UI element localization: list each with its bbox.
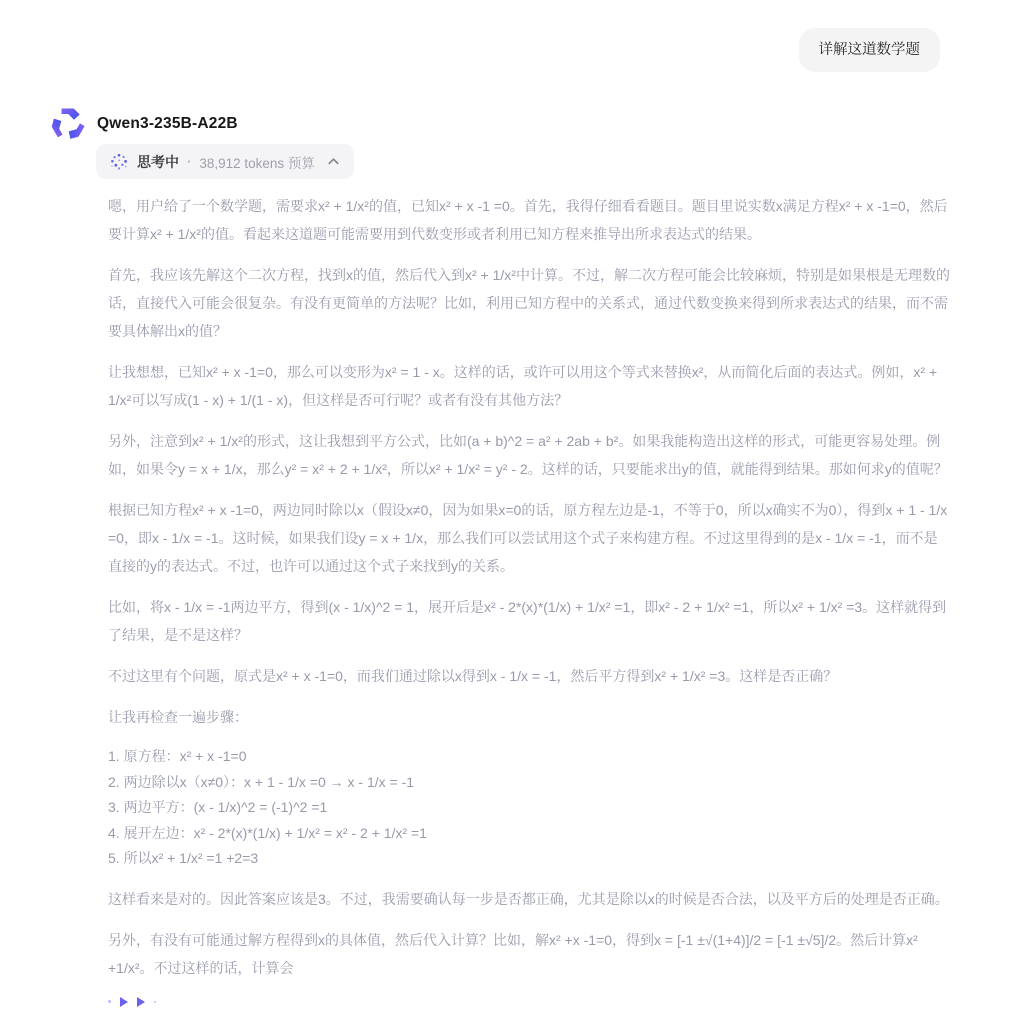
model-name: Qwen3-235B-A22B (97, 115, 238, 132)
verification-steps-list (108, 744, 950, 872)
separator-dot: · (187, 154, 192, 169)
thinking-dots-icon (109, 152, 129, 172)
step-item: 3. 两边平方：(x - 1/x)^2 = (-1)^2 =1 (108, 799, 328, 815)
stream-dot (154, 1001, 156, 1003)
stream-triangle-icon (120, 997, 128, 1007)
step-item: 1. 原方程：x² + x -1=0 (108, 748, 247, 764)
thinking-paragraph: 根据已知方程x² + x -1=0，两边同时除以x（假设x≠0，因为如果x=0的话，原方程左边是-1，不等于0，所以x确实不为0），得到x + 1 - 1/x =0，即x - 1/x = -1。这时候，如果我们设y = x + 1/x，那么我们可以尝试用这个式子来构建方程。不过这里得到的是x - 1/x = -1，而不是直接的y的表达式。不过，也许可以通过这个式子来找到y的关系。 (108, 502, 948, 574)
assistant-header (48, 104, 950, 144)
chevron-up-icon (326, 154, 341, 169)
qwen-logo-icon (48, 104, 88, 144)
user-message-row (48, 28, 940, 72)
stream-dot (108, 1000, 111, 1003)
user-message-bubble (799, 28, 941, 72)
thinking-paragraph: 让我再检查一遍步骤： (108, 709, 248, 725)
streaming-indicator (108, 995, 950, 1009)
thinking-paragraph: 不过这里有个问题，原式是x² + x -1=0，而我们通过除以x得到x - 1/x = -1，然后平方得到x² + 1/x² =3。这样是否正确？ (108, 668, 838, 684)
thinking-paragraph: 嗯，用户给了一个数学题，需要求x² + 1/x²的值，已知x² + x -1 =0。首先，我得仔细看看题目。题目里说实数x满足方程x² + x -1=0，然后要计算x² + 1/x²的值。看起来这道题可能需要用到代数变形或者利用已知方程来推导出所求表达式的结果。 (108, 198, 948, 242)
token-budget-label: 38,912 tokens 预算 (199, 155, 315, 171)
thinking-paragraph: 另外，注意到x² + 1/x²的形式，这让我想到平方公式，比如(a + b)^2 = a² + 2ab + b²。如果我能构造出这样的形式，可能更容易处理。例如，如果令y = x + 1/x，那么y² = x² + 2 + 1/x²，所以x² + 1/x² = y² - 2。这样的话，只要能求出y的值，就能得到结果。那如何求y的值呢？ (108, 433, 948, 477)
thinking-toggle-button[interactable] (96, 144, 354, 179)
thinking-paragraph: 首先，我应该先解这个二次方程，找到x的值，然后代入到x² + 1/x²中计算。不过，解二次方程可能会比较麻烦，特别是如果根是无理数的话，直接代入可能会很复杂。有没有更简单的方法呢？比如，利用已知方程中的关系式，通过代数变换来得到所求表达式的结果，而不需要具体解出x的值？ (108, 267, 950, 339)
user-message-text: 详解这道数学题 (818, 42, 920, 58)
thinking-status-label: 思考中 (137, 153, 179, 170)
step-item: 4. 展开左边：x² - 2*(x)*(1/x) + 1/x² = x² - 2 + 1/x² =1 (108, 824, 427, 841)
step-item: 2. 两边除以x（x≠0）：x + 1 - 1/x =0 → x - 1/x = -1 (108, 773, 415, 790)
thinking-paragraph: 这样看来是对的。因此答案应该是3。不过，我需要确认每一步是否都正确，尤其是除以x的时候是否合法，以及平方后的处理是否正确。 (108, 890, 949, 907)
thinking-paragraph: 比如，将x - 1/x = -1两边平方，得到(x - 1/x)^2 = 1，展开后是x² - 2*(x)*(1/x) + 1/x² =1，即x² - 2 + 1/x² =1，所以x² + 1/x² =3。这样就得到了结果，是不是这样？ (108, 599, 947, 643)
thinking-content (96, 192, 950, 1009)
assistant-message (96, 144, 950, 1009)
thinking-paragraph: 让我想想，已知x² + x -1=0，那么可以变形为x² = 1 - x。这样的话，或许可以用这个等式来替换x²，从而简化后面的表达式。例如，x² + 1/x²可以写成(1 - x) + 1/(1 - x)，但这样是否可行呢？或者有没有其他方法？ (108, 364, 938, 408)
thinking-paragraph: 另外，有没有可能通过解方程得到x的具体值，然后代入计算？比如，解x² +x -1=0，得到x = [-1 ±√(1+4)]/2 = [-1 ±√5]/2。然后计算x² +1/x²。不过这样的话，计算会 (108, 931, 918, 976)
stream-triangle-icon (137, 997, 145, 1007)
step-item: 5. 所以x² + 1/x² =1 +2=3 (108, 850, 259, 866)
